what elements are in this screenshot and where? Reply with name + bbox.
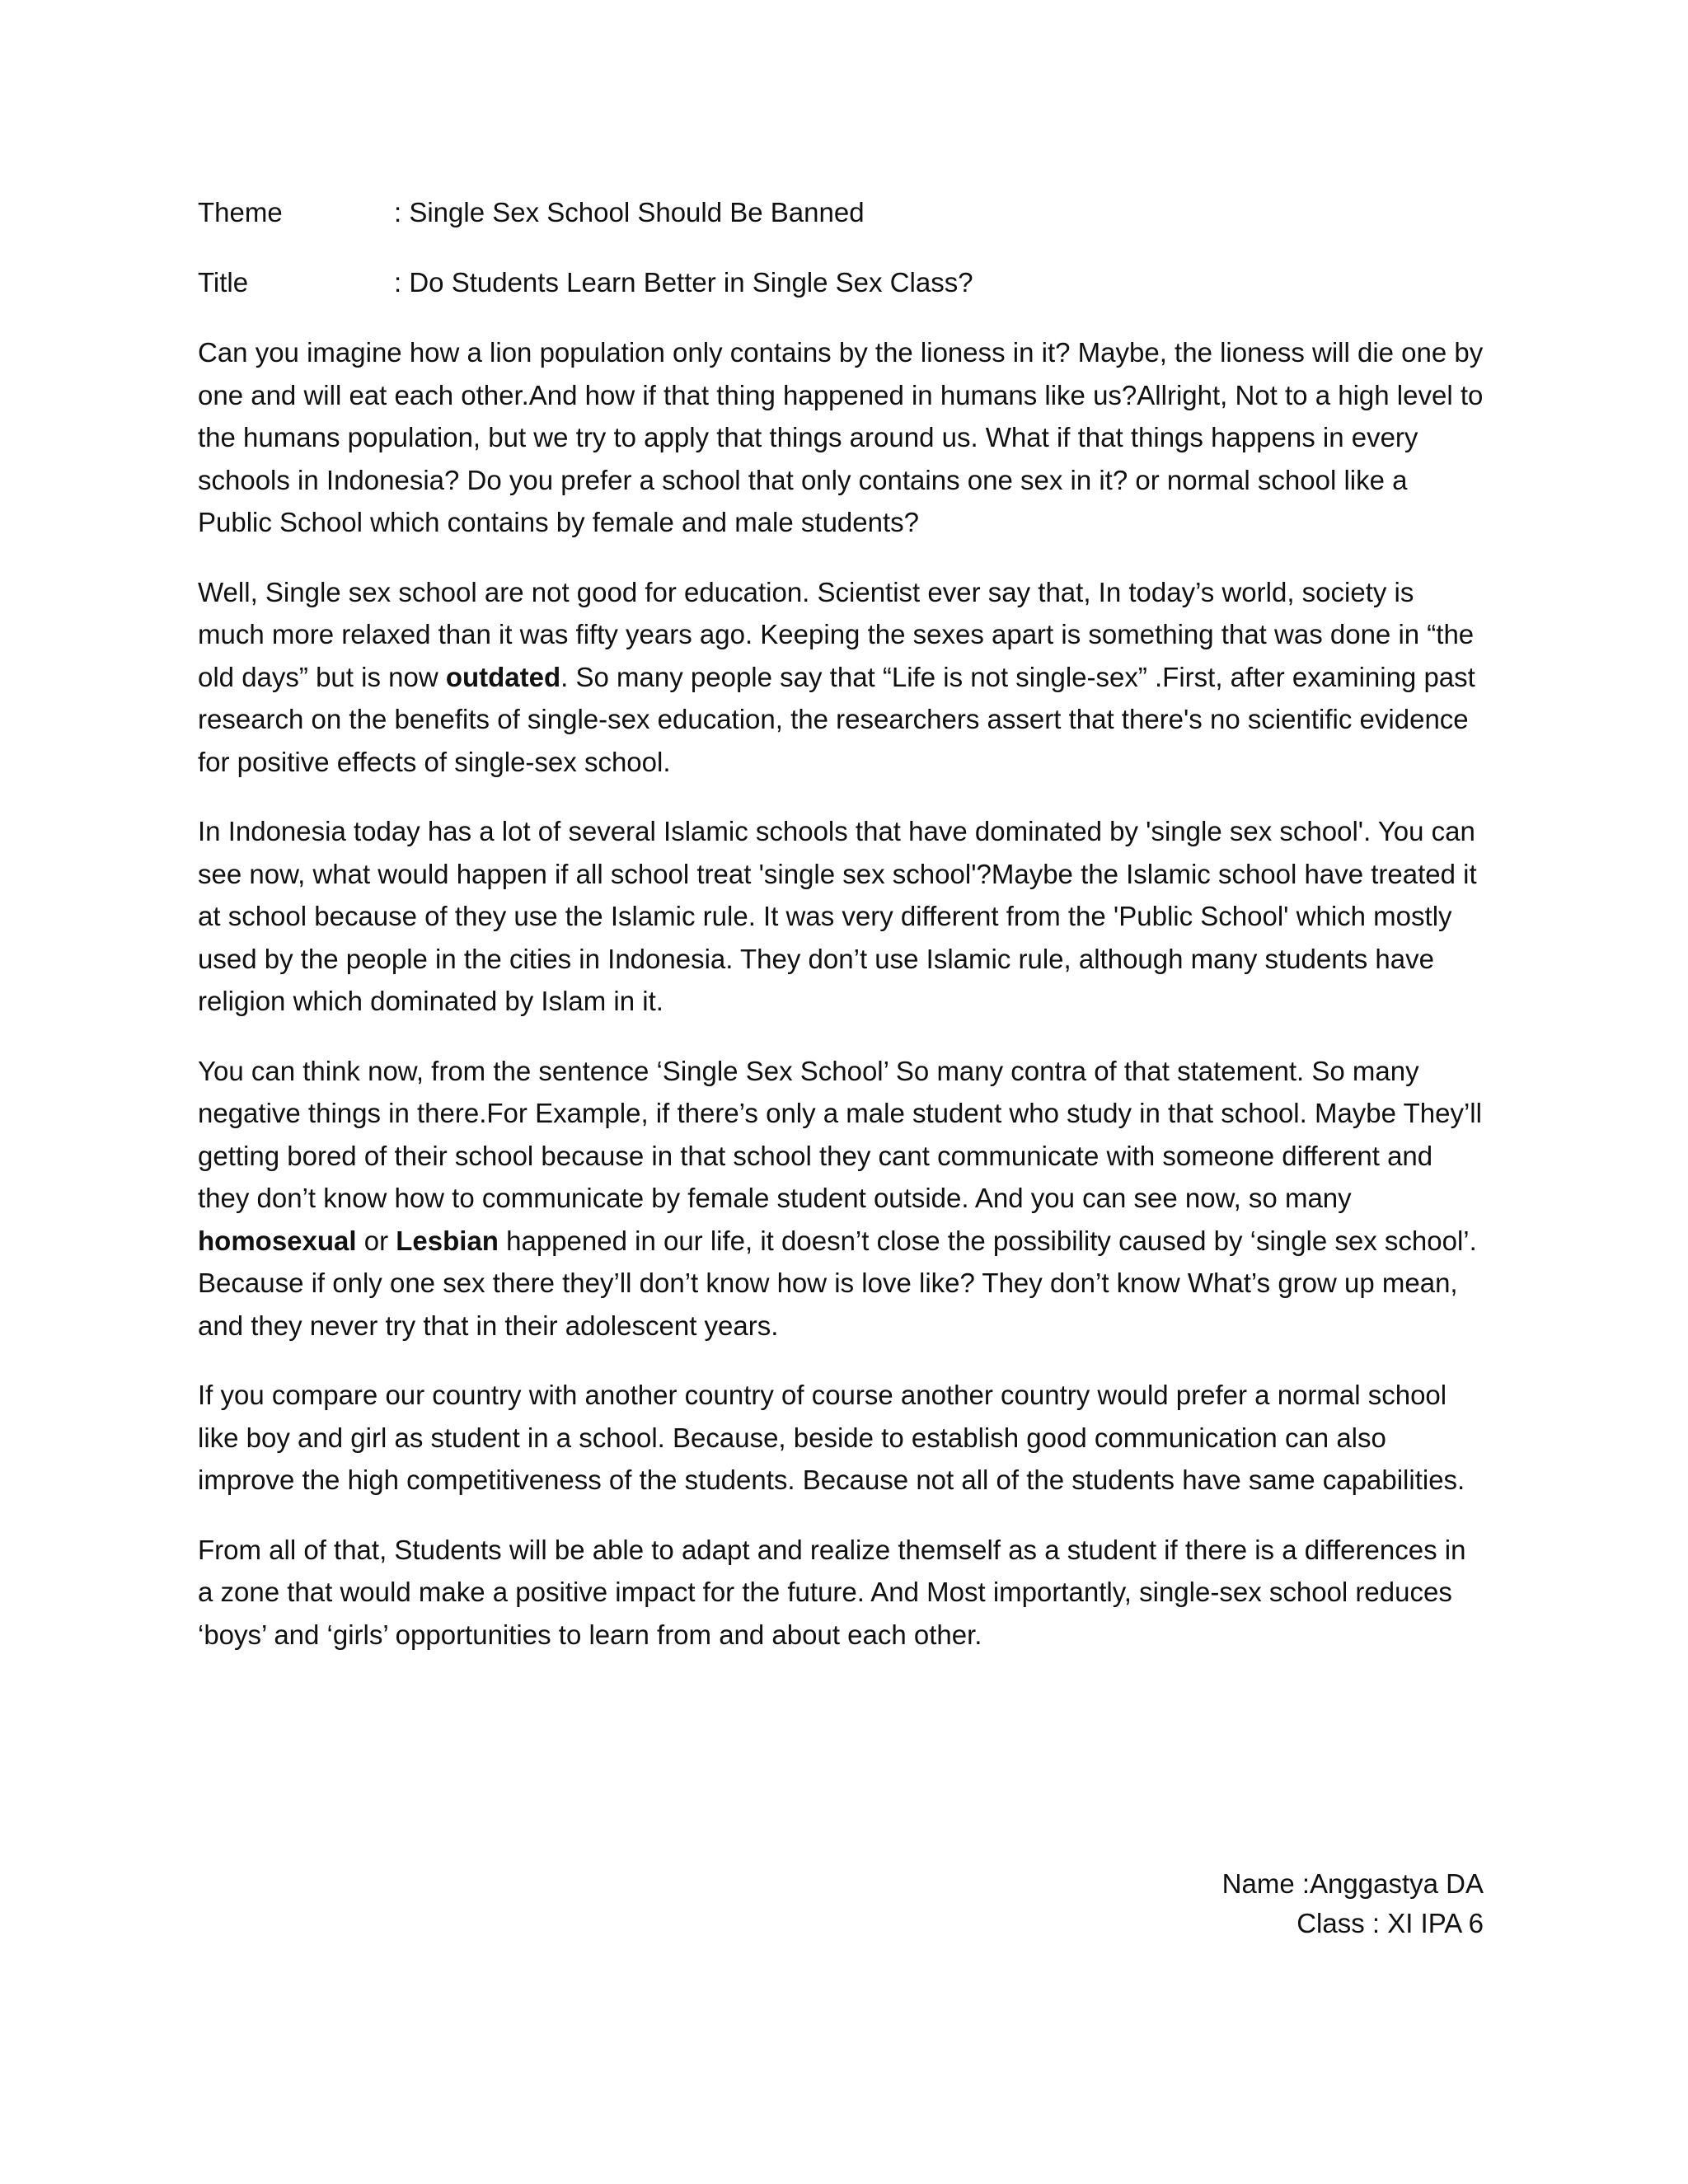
paragraph-2 (198, 571, 1484, 784)
paragraph-6: From all of that, Students will be able to adapt and realize themself as a student if there is a differences in a zone that would make a positive impact for the future. And Most importantly, single-sex school reduces ‘boys’ and ‘girls’ opportunities to learn from and about each other. (198, 1534, 1466, 1650)
signature-block (1222, 1864, 1484, 1943)
paragraph-4-bold-2: Lesbian (396, 1225, 499, 1256)
paragraph-4 (198, 1050, 1484, 1347)
paragraph-4-text-mid: or (356, 1225, 396, 1256)
title-row (198, 261, 1484, 304)
paragraph-2-text-a: Well, Single sex school are not good for education. Scientist ever say that, In today’s world, society is much more relaxed than it was fifty years ago. Keeping the sexes apart is something that was done in “the old days” but is now (198, 576, 1475, 692)
paragraph-3: In Indonesia today has a lot of several Islamic schools that have dominated by 'single sex school'. You can see now, what would happen if all school treat 'single sex school'?Maybe the Islamic school have treated it at school because of they use the Islamic rule. It was very different from the 'Public School' which mostly used by the people in the cities in Indonesia. They don’t use Islamic rule, although many students have religion which dominated by Islam in it. (198, 816, 1477, 1016)
paragraph-4-text-b: happened in our life, it doesn’t close the possibility caused by ‘single sex school’. Because if only one sex there they’ll don’t know how is love like? They don’t know What’s grow up mean, and they never try that in their adolescent years. (198, 1225, 1477, 1341)
paragraph-5: If you compare our country with another country of course another country would prefer a normal school like boy and girl as student in a school. Because, beside to establish good communication can also improve the high competitiveness of the students. Because not all of the students have same capabilities. (198, 1380, 1465, 1495)
signature-name: Name :Anggastya DA (1221, 1868, 1484, 1899)
title-value: : Do Students Learn Better in Single Sex Class? (394, 267, 973, 298)
title-label: Title (198, 267, 249, 298)
paragraph-4-bold-1: homosexual (198, 1225, 357, 1256)
paragraph-2-bold: outdated (445, 661, 561, 692)
paragraph-4-text-a: You can think now, from the sentence ‘Single Sex School’ So many contra of that statement. So many negative things in there.For Example, if there’s only a male student who study in that school. Maybe They’ll getting bored of their school because in that school they cant communicate with someone different and they don’t know how to communicate by female student outside. And you can see now, so many (198, 1055, 1482, 1213)
signature-class: Class : XI IPA 6 (1296, 1908, 1484, 1938)
paragraph-2-text-b: . So many people say that “Life is not single-sex” .First, after examining past research on the benefits of single-sex education, the researchers assert that there's no scientific evidence for positive effects of single-sex school. (198, 661, 1475, 777)
theme-label: Theme (198, 197, 283, 227)
document-body (198, 191, 1484, 1683)
paragraph-1: Can you imagine how a lion population only contains by the lioness in it? Maybe, the lioness will die one by one and will eat each other.And how if that thing happened in humans like us?Allright, Not to a high level to the humans population, but we try to apply that things around us. What if that things happens in every schools in Indonesia? Do you prefer a school that only contains one sex in it? or normal school like a Public School which contains by female and male students? (198, 337, 1484, 537)
theme-value: : Single Sex School Should Be Banned (394, 197, 865, 227)
theme-row (198, 191, 1484, 234)
